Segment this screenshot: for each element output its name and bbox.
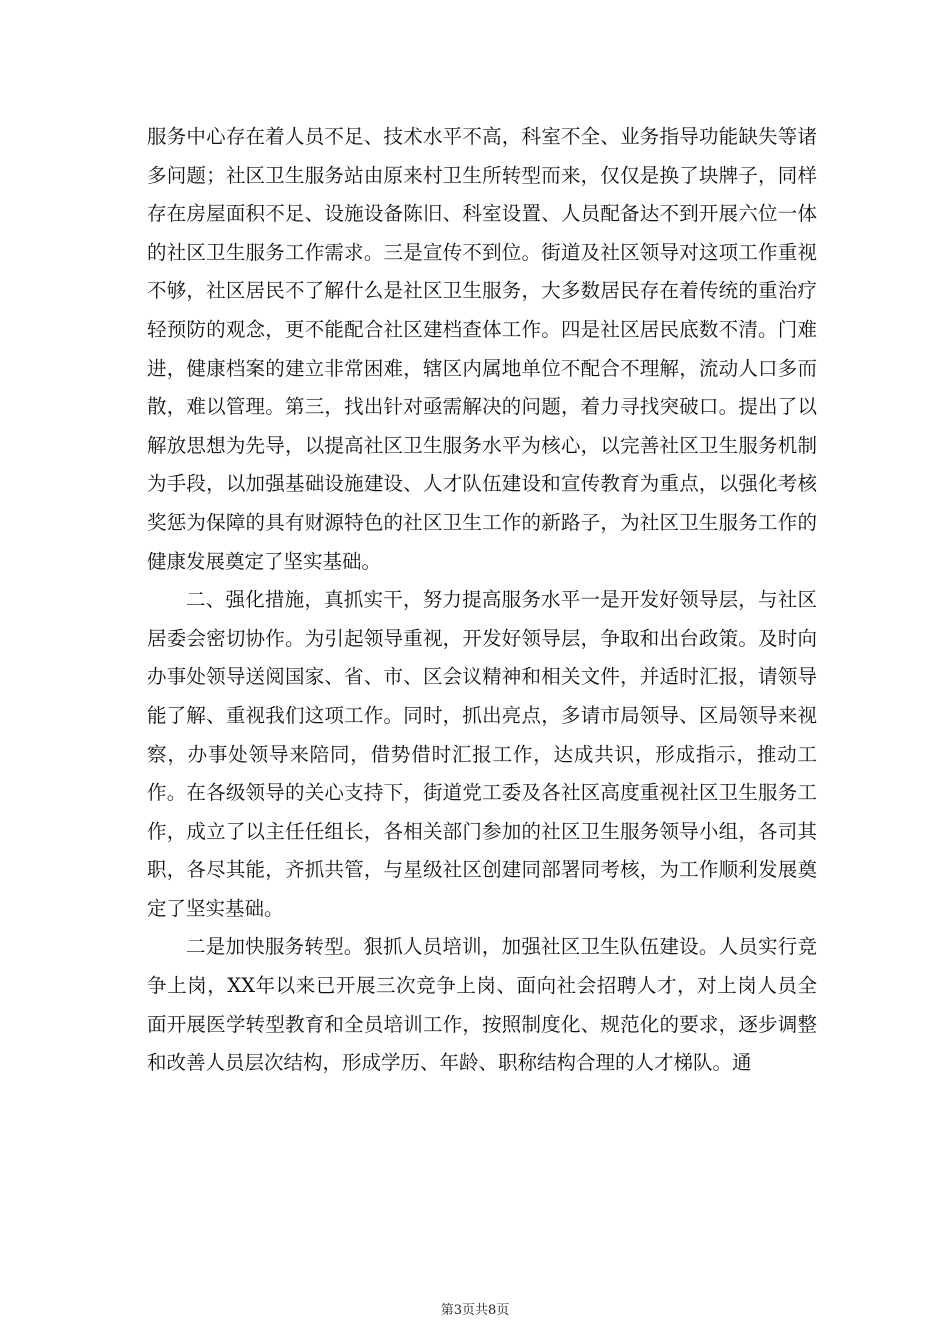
- page-number-footer: 第3页共8页: [440, 1303, 510, 1318]
- document-body: [147, 118, 817, 1083]
- paragraph-service-transformation: 二是加快服务转型。狠抓人员培训，加强社区卫生队伍建设。人员实行竞争上岗，XX年以来已开展三次竞争上岗、面向社会招聘人才，对上岗人员全面开展医学转型教育和全员培训工作，按照制度化、规范化的要求，逐步调整和改善人员层次结构，形成学历、年龄、职称结构合理的人才梯队。通: [147, 935, 817, 1075]
- paragraph-continuation: 服务中心存在着人员不足、技术水平不高，科室不全、业务指导功能缺失等诸多问题；社区卫生服务站由原来村卫生所转型而来，仅仅是换了块牌子，同样存在房屋面积不足、设施设备陈旧、科室设置、人员配备达不到开展六位一体的社区卫生服务工作需求。三是宣传不到位。街道及社区领导对这项工作重视不够，社区居民不了解什么是社区卫生服务，大多数居民存在着传统的重治疗轻预防的观念，更不能配合社区建档查体工作。四是社区居民底数不清。门难进，健康档案的建立非常困难，辖区内属地单位不配合不理解，流动人口多而散，难以管理。第三，找出针对亟需解决的问题，着力寻找突破口。提出了以解放思想为先导，以提高社区卫生服务水平为核心，以完善社区卫生服务机制为手段，以加强基础设施建设、人才队伍建设和宣传教育为重点，以强化考核奖惩为保障的具有财源特色的社区卫生工作的新路子，为社区卫生服务工作的健康发展奠定了坚实基础。: [147, 125, 817, 573]
- paragraph-section-two: 二、强化措施，真抓实干，努力提高服务水平一是开发好领导层，与社区居委会密切协作。为引起领导重视，开发好领导层，争取和出台政策。及时向办事处领导送阅国家、省、市、区会议精神和相关文件，并适时汇报，请领导能了解、重视我们这项工作。同时，抓出亮点，多请市局领导、区局领导来视察，办事处领导来陪同，借势借时汇报工作，达成共识，形成指示，推动工作。在各级领导的关心支持下，街道党工委及各社区高度重视社区卫生服务工作，成立了以主任任组长，各相关部门参加的社区卫生服务领导小组，各司其职，各尽其能，齐抓共管，与星级社区创建同部署同考核，为工作顺利发展奠定了坚实基础。: [147, 588, 817, 920]
